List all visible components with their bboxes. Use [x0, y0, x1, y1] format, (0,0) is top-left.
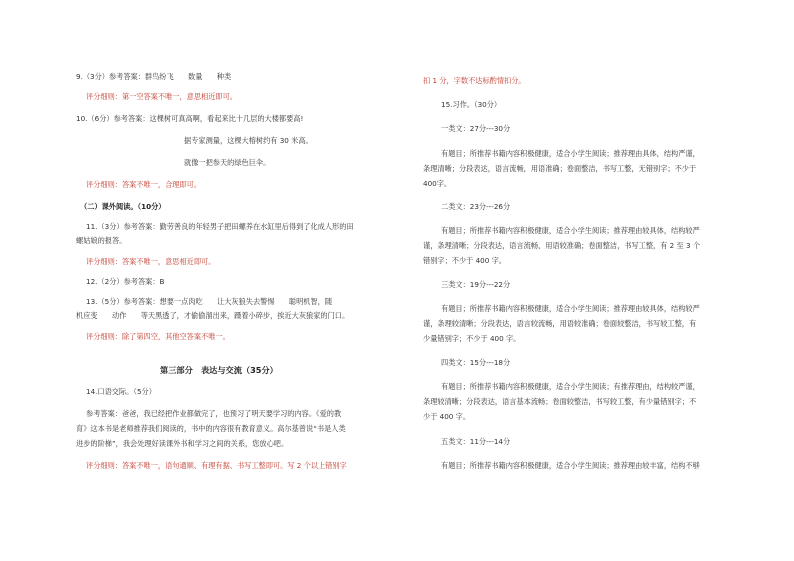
right-text-line: 二类文：23分---26分: [441, 202, 511, 211]
left-text-line: 12.（2分）参考答案：B: [86, 277, 165, 286]
right-text-line: 四类文：15分---18分: [441, 358, 511, 367]
right-text-line: 条理清晰；分段表达，语言流畅，用语准确；卷面整洁，书写工整，无错别字；不少于: [423, 164, 697, 173]
right-text-line: 有题目；所推荐书籍内容积极健康，适合小学生阅读；推荐理由较丰富，结构不够: [441, 461, 700, 470]
left-text-line: 据专家测量，这棵大榕树约有 30 米高。: [184, 136, 313, 145]
left-text-line: 11.（3分）参考答案：勤劳善良的年轻男子把田螺养在水缸里后得到了化成人形的田: [86, 222, 354, 231]
right-text-line: 400字。: [423, 179, 452, 188]
left-text-line: 就像一把参天的绿色巨伞。: [184, 158, 271, 167]
left-text-line: 螺姑娘的报答。: [76, 236, 127, 245]
left-text-line: 评分细则：答案不唯一，合理即可。: [86, 180, 202, 189]
left-text-line: 机应变 动作 等天黑透了，才偷偷溜出来，蹑着小碎步，挨近大灰狼家的门口。: [76, 311, 350, 320]
right-text-line: 条理较清晰；分段表达，语言基本流畅；卷面较整洁，书写较工整，有少量错别字；不: [423, 397, 697, 406]
left-text-line: 10.（6分）参考答案：这棵树可真高啊，看起来比十几层的大楼都要高!: [76, 114, 304, 123]
left-text-line: 评分细则：除了第四空，其他空答案不唯一。: [86, 332, 230, 341]
right-text-line: 五类文：11分---14分: [441, 437, 511, 446]
right-text-line: 扣 1 分，字数不达标酌情扣分。: [423, 76, 526, 85]
right-text-line: 谨，条理清晰；分段表达，语言流畅，用语较准确；卷面整洁，书写工整，有 2 至 3 个: [423, 241, 701, 250]
right-text-line: 一类文：27分---30分: [441, 124, 511, 133]
right-text-line: 有题目；所推荐书籍内容积极健康，适合小学生阅读；推荐理由具体，结构严谨，: [441, 149, 700, 158]
right-text-line: 有题目；所推荐书籍内容积极健康，适合小学生阅读；有推荐理由，结构较严谨，: [441, 382, 700, 391]
left-text-line: 14.口语交际。（5分）: [86, 387, 156, 396]
left-text-line: 进步的阶梯”，我会处理好读课外书和学习之间的关系，您放心吧。: [76, 439, 289, 448]
right-text-line: 错别字；不少于 400 字。: [423, 256, 506, 265]
left-text-line: 评分细则：答案不唯一，语句通顺、有理有据、书写工整即可。写 2 个以上错别字: [86, 461, 347, 470]
left-text-line: 评分细则：第一空答案不唯一，意思相近即可。: [86, 92, 237, 101]
right-text-line: 有题目；所推荐书籍内容积极健康，适合小学生阅读；推荐理由较具体，结构较严: [441, 304, 700, 313]
left-text-line: （二）课外阅读。（10分）: [80, 202, 166, 211]
left-text-line: 参考答案：爸爸，我已经把作业都做完了，也预习了明天要学习的内容。《爱的教: [86, 409, 342, 418]
left-text-line: 13.（5分）参考答案：想要一点肉吃 让大灰狼失去警惕 聪明机智，随: [86, 297, 333, 306]
right-text-line: 少量错别字；不少于 400 字。: [423, 334, 521, 343]
right-text-line: 三类文：19分---22分: [441, 280, 511, 289]
left-text-line: 第三部分 表达与交流（35分）: [160, 365, 278, 375]
left-text-line: 9.（3分）参考答案：群鸟纷飞 数量 种类: [76, 72, 232, 81]
right-text-line: 有题目；所推荐书籍内容积极健康，适合小学生阅读；推荐理由较具体，结构较严: [441, 226, 700, 235]
right-text-line: 少于 400 字。: [423, 412, 471, 421]
left-text-line: 育》这本书是老师推荐我们阅读的，书中的内容很有教育意义。高尔基曾说“书是人类: [76, 424, 346, 433]
right-text-line: 15.习作。（30分）: [441, 100, 502, 109]
left-text-line: 评分细则：答案不唯一，意思相近即可。: [86, 257, 216, 266]
right-text-line: 谨，条理较清晰；分段表达，语言较流畅，用语较准确；卷面较整洁，书写较工整，有: [423, 319, 697, 328]
